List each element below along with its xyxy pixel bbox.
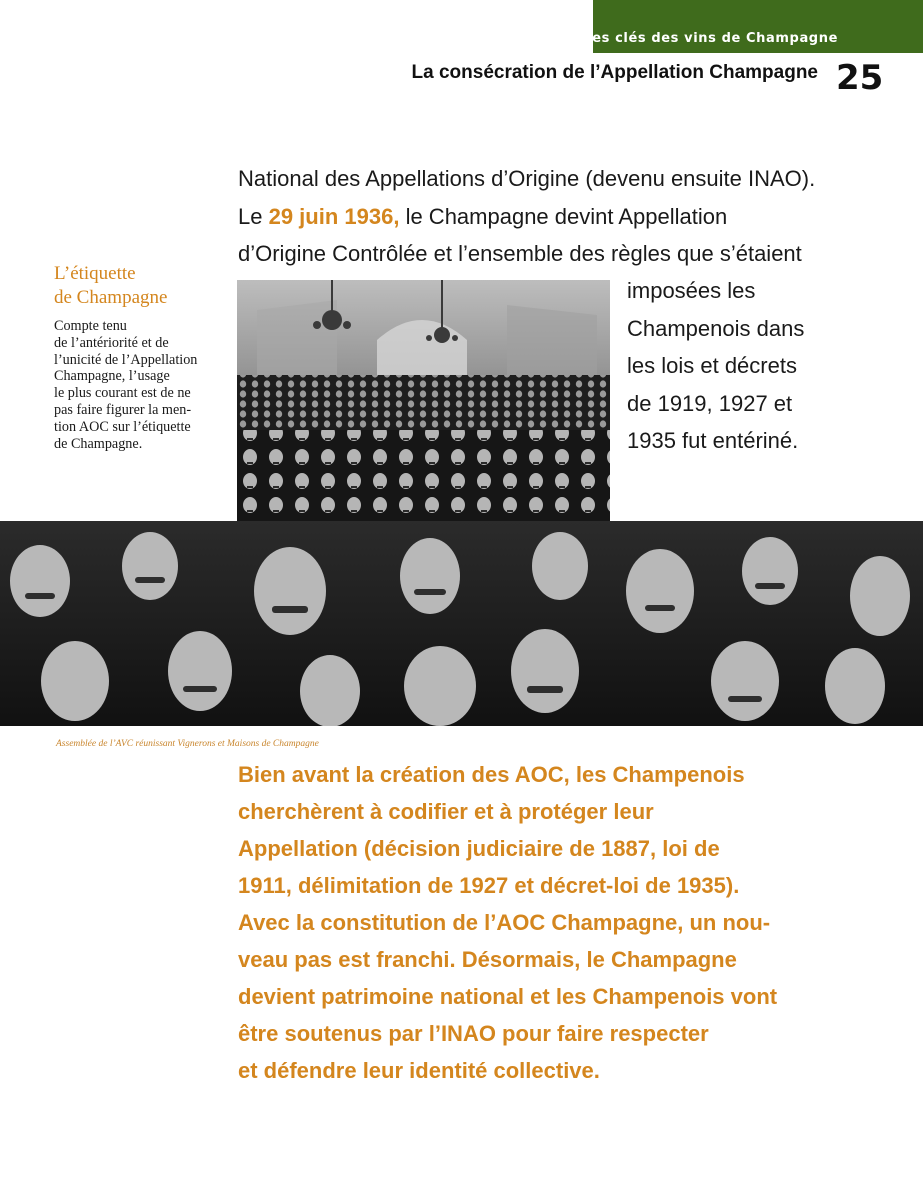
sidebar-text-line: tion AOC sur l’étiquette [54, 418, 191, 435]
wrap-line-1: imposées les [627, 278, 756, 303]
lead-line: et défendre leur identité collective. [238, 1058, 600, 1083]
wrap-line-2: Champenois dans [627, 315, 805, 341]
lead-paragraph [238, 756, 777, 1089]
intro-wrap-text [627, 272, 804, 460]
section-header-band [583, 0, 923, 53]
sidebar-title-line: L’étiquette [54, 263, 136, 284]
sidebar-text-line: pas faire figurer la men- [54, 401, 192, 418]
intro-line-2-end: le Champagne devint Appellation [399, 203, 728, 229]
sidebar-note [54, 262, 224, 452]
lead-line: devient patrimoine national et les Champenois vont [238, 984, 778, 1009]
lead-line: 1911, délimitation de 1927 et décret-loi de 1935). [238, 873, 740, 898]
sidebar-text [54, 318, 224, 452]
wrap-line-3: les lois et décrets [627, 353, 797, 378]
lead-line: Appellation (décision judiciaire de 1887, loi de [238, 836, 720, 861]
sidebar-text-line: Compte tenu [54, 318, 127, 334]
intro-line-2-start: Le [238, 203, 269, 229]
crowd-closeup-photo [0, 521, 923, 726]
intro-paragraph [238, 160, 815, 273]
wrap-line-5: 1935 fut entériné. [627, 428, 799, 453]
wrap-line-4: de 1919, 1927 et [627, 390, 793, 416]
sidebar-title-line: de Champagne [54, 287, 168, 308]
sidebar-text-line: de Champagne. [54, 435, 143, 452]
page-number: 25 [836, 58, 884, 98]
highlight-date: 29 juin 1936, [268, 203, 400, 229]
section-label: Les clés des vins de Champagne [583, 31, 838, 46]
photo-caption: Assemblée de l’AVC réunissant Vignerons et Maisons de Champagne [56, 739, 319, 749]
sidebar-title [54, 262, 224, 310]
chapter-title: La consécration de l’Appellation Champagne [411, 62, 818, 83]
sidebar-text-line: le plus courant est de ne [54, 385, 191, 402]
lead-line: Avec la constitution de l’AOC Champagne, un nou- [238, 910, 771, 935]
lead-line: être soutenus par l’INAO pour faire respecter [238, 1021, 709, 1046]
lead-line: veau pas est franchi. Désormais, le Champagne [238, 947, 737, 972]
sidebar-text-line: Champagne, l’usage [54, 368, 170, 385]
assembly-hall-photo [237, 280, 610, 522]
lead-line: cherchèrent à codifier et à protéger leur [238, 799, 654, 824]
intro-line-1: National des Appellations d’Origine (devenu ensuite INAO). [238, 166, 816, 191]
intro-line-2 [238, 198, 815, 236]
intro-line-3: d’Origine Contrôlée et l’ensemble des règles que s’étaient [238, 241, 802, 266]
sidebar-text-line: de l’antériorité et de [54, 334, 169, 351]
sidebar-text-line: l’unicité de l’Appellation [54, 351, 198, 368]
lead-line: Bien avant la création des AOC, les Champenois [238, 762, 745, 787]
